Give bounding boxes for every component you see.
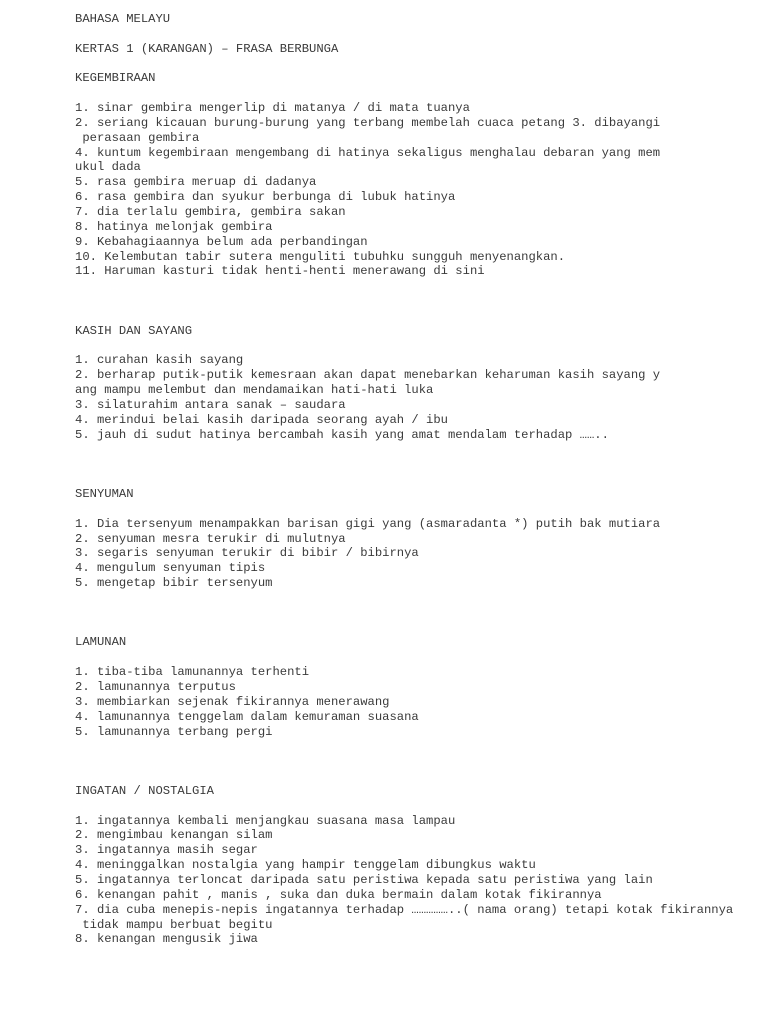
list-item: 5. rasa gembira meruap di dadanya xyxy=(75,175,317,190)
section-ingatan-nostalgia xyxy=(75,784,765,947)
list-item: 11. Haruman kasturi tidak henti-henti menerawang di sini xyxy=(75,264,485,279)
list-item: 1. curahan kasih sayang xyxy=(75,353,244,368)
section-heading: INGATAN / NOSTALGIA xyxy=(75,783,214,798)
list-item: 6. kenangan pahit , manis , suka dan duka bermain dalam kotak fikirannya xyxy=(75,887,602,902)
list-item: 3. silaturahim antara sanak – saudara xyxy=(75,397,346,412)
section-heading: LAMUNAN xyxy=(75,635,127,650)
document-page xyxy=(75,12,765,947)
list-item: 10. Kelembutan tabir sutera menguliti tubuhku sungguh menyenangkan. xyxy=(75,249,566,264)
list-item: 9. Kebahagiaannya belum ada perbandingan xyxy=(75,234,368,249)
list-item: 7. dia cuba menepis-nepis ingatannya terhadap ……………..( nama orang) tetapi kotak fikirannya xyxy=(75,902,734,917)
list-item: 3. segaris senyuman terukir di bibir / bibirnya xyxy=(75,546,419,561)
section-senyuman xyxy=(75,487,765,591)
list-item: 3. ingatannya masih segar xyxy=(75,843,258,858)
list-item: 4. merindui belai kasih daripada seorang ayah / ibu xyxy=(75,412,448,427)
list-item: 3. membiarkan sejenak fikirannya menerawang xyxy=(75,694,390,709)
list-item: 1. ingatannya kembali menjangkau suasana masa lampau xyxy=(75,813,456,828)
list-item: 2. senyuman mesra terukir di mulutnya xyxy=(75,531,346,546)
list-item: 4. lamunannya tenggelam dalam kemuraman suasana xyxy=(75,709,419,724)
list-item: 1. sinar gembira mengerlip di matanya / di mata tuanya xyxy=(75,101,470,116)
list-item: 6. rasa gembira dan syukur berbunga di lubuk hatinya xyxy=(75,190,456,205)
section-lamunan xyxy=(75,635,765,739)
list-item: 2. berharap putik-putik kemesraan akan dapat menebarkan keharuman kasih sayang y xyxy=(75,368,661,383)
document-subject: BAHASA MELAYU xyxy=(75,12,171,26)
list-item: 5. lamunannya terbang pergi xyxy=(75,724,273,739)
list-item: perasaan gembira xyxy=(75,130,200,145)
list-item: 4. mengulum senyuman tipis xyxy=(75,561,266,576)
list-item: 7. dia terlalu gembira, gembira sakan xyxy=(75,204,346,219)
section-heading: KASIH DAN SAYANG xyxy=(75,323,193,338)
list-item: tidak mampu berbuat begitu xyxy=(75,917,273,932)
list-item: 2. seriang kicauan burung-burung yang terbang membelah cuaca petang 3. dibayangi xyxy=(75,115,661,130)
list-item: 5. ingatannya terloncat daripada satu peristiwa kepada satu peristiwa yang lain xyxy=(75,873,653,887)
list-item: 2. lamunannya terputus xyxy=(75,680,236,695)
list-item: 4. kuntum kegembiraan mengembang di hatinya sekaligus menghalau debaran yang mem xyxy=(75,145,661,160)
section-kegembiraan xyxy=(75,71,765,279)
list-item: 5. jauh di sudut hatinya bercambah kasih yang amat mendalam terhadap …….. xyxy=(75,427,609,442)
list-item: 8. kenangan mengusik jiwa xyxy=(75,932,258,947)
list-item: 1. Dia tersenyum menampakkan barisan gigi yang (asmaradanta *) putih bak mutiara xyxy=(75,516,661,531)
list-item: 5. mengetap bibir tersenyum xyxy=(75,576,273,591)
list-item: 8. hatinya melonjak gembira xyxy=(75,219,273,234)
list-item: 1. tiba-tiba lamunannya terhenti xyxy=(75,665,310,680)
list-item: 2. mengimbau kenangan silam xyxy=(75,828,273,843)
section-heading: KEGEMBIRAAN xyxy=(75,71,156,86)
section-heading: SENYUMAN xyxy=(75,487,134,502)
section-kasih-dan-sayang xyxy=(75,324,765,443)
list-item: 4. meninggalkan nostalgia yang hampir tenggelam dibungkus waktu xyxy=(75,858,536,873)
list-item: ukul dada xyxy=(75,160,141,175)
document-paper-title: KERTAS 1 (KARANGAN) – FRASA BERBUNGA xyxy=(75,41,339,56)
list-item: ang mampu melembut dan mendamaikan hati-hati luka xyxy=(75,383,434,398)
